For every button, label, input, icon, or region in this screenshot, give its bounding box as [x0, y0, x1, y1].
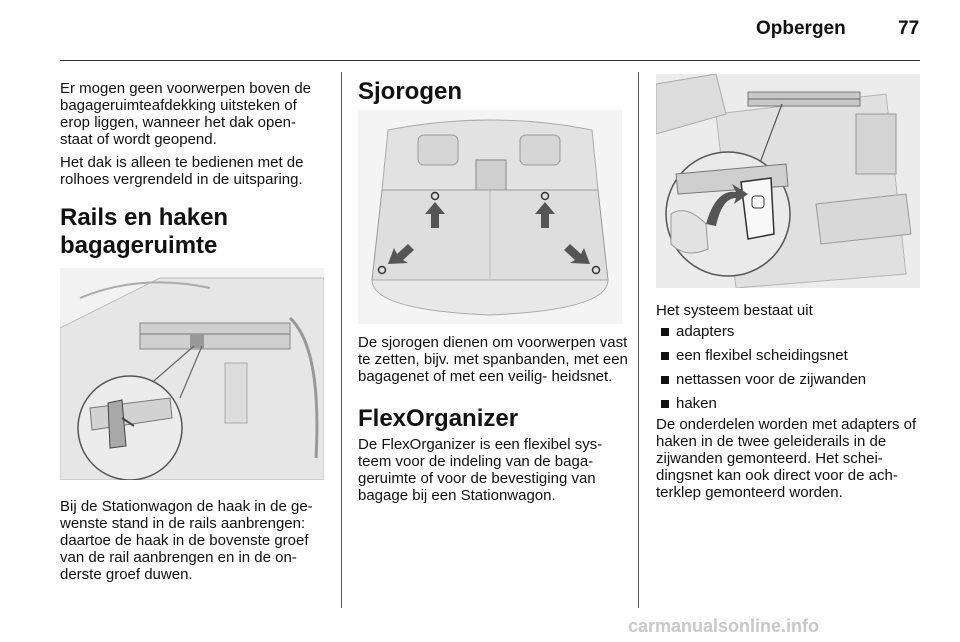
list-item: een flexibel scheidingsnet [656, 344, 928, 368]
paragraph-flexorganizer: De FlexOrganizer is een flexibel sys- teem voor de indeling van de baga- geruimte of voor de bevestiging van bagage bij een Stationwagon. [358, 436, 603, 504]
figure-tie-down-eyes [358, 110, 622, 324]
paragraph-hook-instruction: Bij de Stationwagon de haak in de ge- wenste stand in de rails aanbrengen: daartoe de haak in de bovenste groef van de rail aanbrengen en in de on- derste groef duwen. [60, 498, 313, 583]
heading-tie-downs: Sjorogen [358, 78, 463, 105]
paragraph-mounting: De onderdelen worden met adapters of haken in de twee geleiderails in de zijwanden gemonteerd. Het schei- dingsnet kan ook direct voor de ach- terklep gemonteerd worden. [656, 416, 917, 501]
heading-flexorganizer: FlexOrganizer [358, 405, 519, 432]
column-2-heading [358, 78, 628, 106]
column-1-bottom [60, 498, 330, 583]
heading-rails-hooks-line1: Rails en haken [60, 204, 229, 231]
column-divider-2 [638, 72, 639, 608]
heading-rails-hooks-line2: bagageruimte [60, 232, 218, 259]
paragraph-system-intro: Het systeem bestaat uit [656, 302, 813, 319]
header-rule [60, 60, 920, 61]
list-item: nettassen voor de zijwanden [656, 368, 928, 392]
page-number: 77 [898, 18, 920, 39]
column-1-top [60, 80, 330, 260]
page-header-title: Opbergen [756, 18, 846, 39]
column-2-body [358, 334, 628, 504]
figure-flexorganizer-rail [656, 74, 920, 288]
component-list [656, 320, 928, 416]
list-item: haken [656, 392, 928, 416]
paragraph-roof-warning: Er mogen geen voorwerpen boven de bagageruimteafdekking uitsteken of erop liggen, wanneer het dak open- staat of wordt geopend. [60, 80, 312, 148]
column-3-body [656, 302, 928, 501]
paragraph-roof-operation: Het dak is alleen te bedienen met de rolhoes vergrendeld in de uitsparing. [60, 154, 304, 188]
figure-rail-hook [60, 268, 324, 480]
column-divider-1 [341, 72, 342, 608]
watermark: carmanualsonline.info [628, 616, 820, 636]
list-item: adapters [656, 320, 928, 344]
paragraph-tie-downs: De sjorogen dienen om voorwerpen vast te zetten, bijv. met spanbanden, met een bagagenet of met een veilig- heidsnet. [358, 334, 628, 385]
heading-rails-hooks [60, 204, 330, 260]
